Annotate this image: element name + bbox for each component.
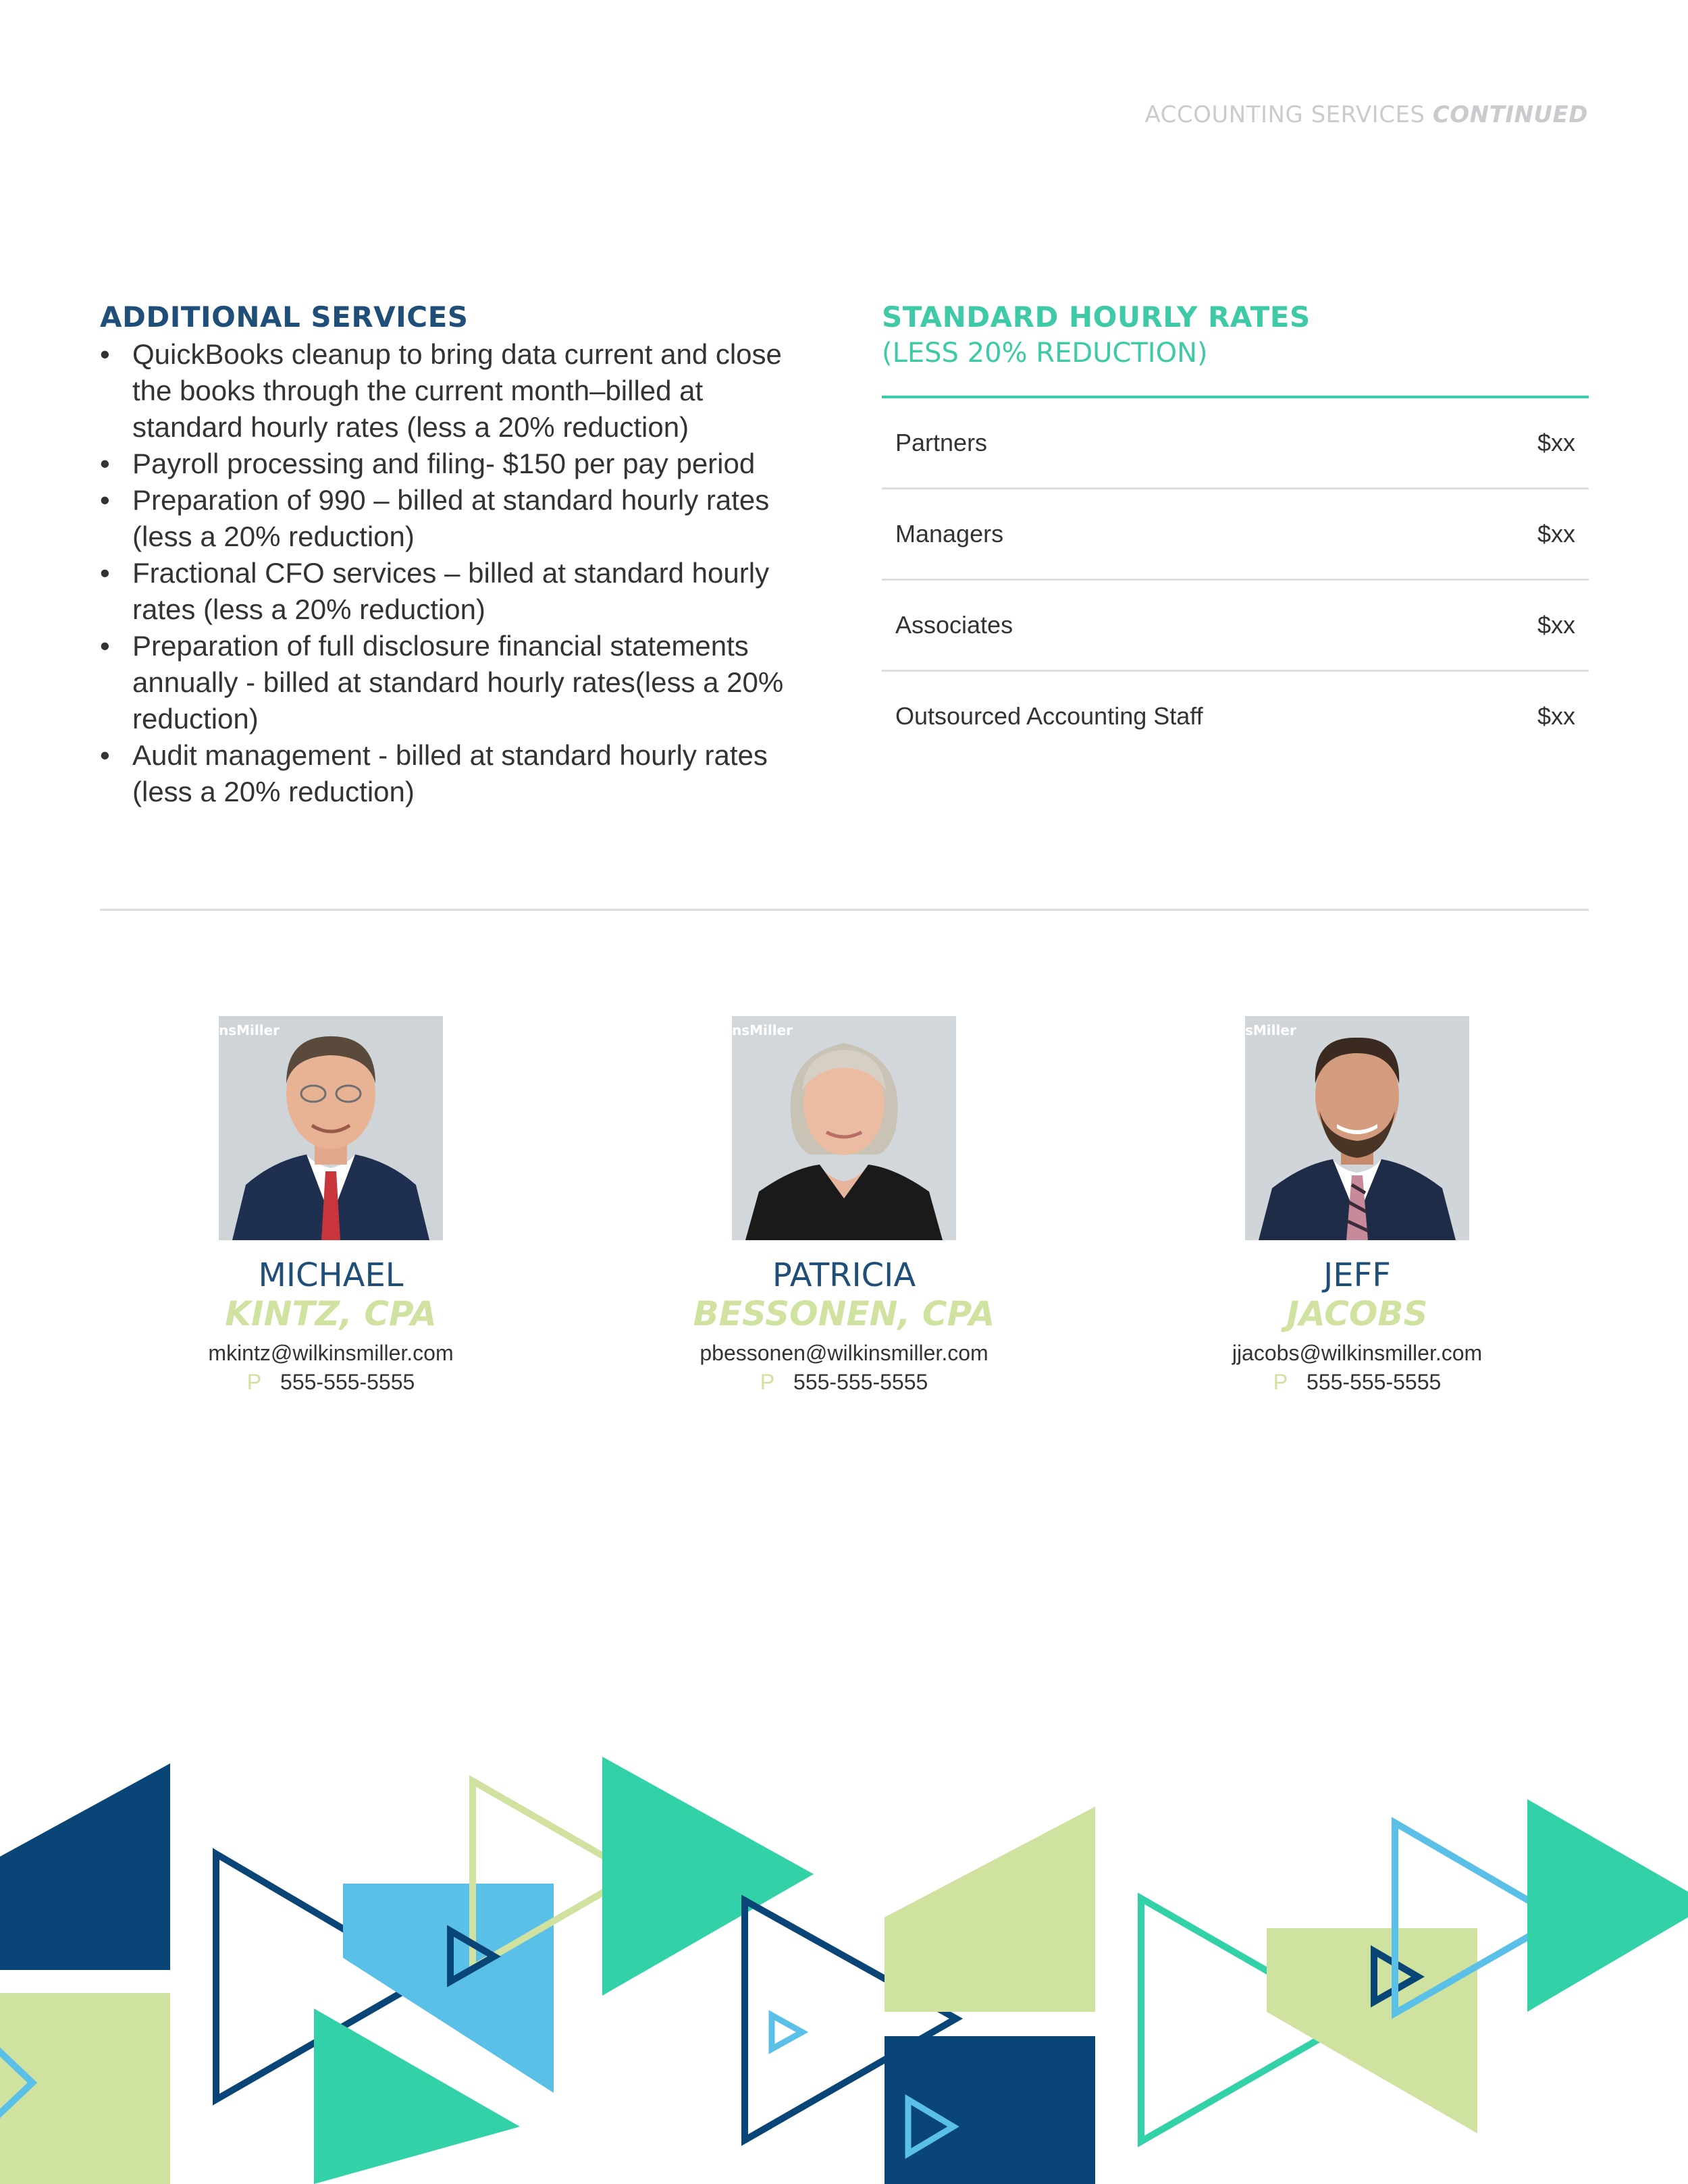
service-item [100, 336, 809, 446]
decorative-triangle-pattern [0, 1749, 1688, 2184]
contacts-section [0, 1016, 1688, 1421]
contact-last-name: BESSONEN, CPA [693, 1294, 995, 1333]
contact-photo [1245, 1016, 1469, 1240]
triangle-shape [772, 2015, 802, 2049]
contact-phone [74, 1367, 587, 1397]
rate-value: $xx [1537, 611, 1575, 639]
rate-row [882, 672, 1589, 761]
contact-last-name: KINTZ, CPA [225, 1294, 437, 1333]
bullet: • [100, 484, 110, 516]
phone-number[interactable]: 555-555-5555 [1307, 1370, 1442, 1394]
contact-first-name: PATRICIA [772, 1256, 916, 1294]
services-list [100, 336, 809, 810]
rate-value: $xx [1537, 429, 1575, 456]
rate-role: Managers [895, 520, 1004, 548]
contact-photo [219, 1016, 443, 1240]
rate-row [882, 581, 1589, 672]
rate-role: Associates [895, 611, 1013, 639]
triangle-shape [885, 1807, 1095, 2012]
contact-phone [587, 1367, 1101, 1397]
bullet: • [100, 557, 110, 589]
contact-email[interactable]: pbessonen@wilkinsmiller.com [700, 1341, 988, 1365]
section-divider [100, 909, 1589, 911]
bullet: • [100, 739, 110, 771]
bullet: • [100, 338, 110, 370]
contact-phone [1101, 1367, 1614, 1397]
additional-services-section [100, 300, 809, 810]
bullet: • [100, 448, 110, 479]
hourly-rates-section [882, 300, 1589, 761]
running-title: ACCOUNTING SERVICES [1144, 101, 1425, 128]
contact-email[interactable]: jjacobs@wilkinsmiller.com [1232, 1341, 1483, 1365]
triangle-shape [0, 1763, 170, 1970]
additional-services-title: ADDITIONAL SERVICES [100, 300, 469, 334]
photo-watermark: sMiller [1245, 1022, 1296, 1038]
rate-role: Outsourced Accounting Staff [895, 702, 1203, 730]
service-item-text: Preparation of full disclosure financial statements annually - billed at standard hourly rates(less a 20% reduction) [132, 630, 784, 735]
triangle-shape [1527, 1799, 1688, 2012]
phone-number[interactable]: 555-555-5555 [793, 1370, 928, 1394]
contact-first-name: JEFF [1323, 1256, 1391, 1294]
photo-watermark: nsMiller [219, 1022, 280, 1038]
running-title-bold: CONTINUED [1432, 101, 1588, 128]
contact-first-name: MICHAEL [258, 1256, 404, 1294]
rates-title: STANDARD HOURLY RATES [882, 300, 1311, 334]
photo-watermark: nsMiller [732, 1022, 793, 1038]
service-item-text: Audit management - billed at standard hourly rates (less a 20% reduction) [132, 739, 768, 807]
contact-card-michael [74, 1016, 587, 1397]
service-item [100, 628, 809, 737]
rates-subtitle: (LESS 20% REDUCTION) [882, 338, 1208, 369]
service-item-text: Payroll processing and filing- $150 per pay period [132, 448, 756, 479]
phone-label: P [246, 1370, 262, 1394]
service-item [100, 482, 809, 555]
service-item [100, 446, 809, 482]
bullet: • [100, 630, 110, 662]
rates-table [882, 396, 1589, 761]
phone-number[interactable]: 555-555-5555 [280, 1370, 415, 1394]
rate-value: $xx [1537, 520, 1575, 548]
rate-value: $xx [1537, 702, 1575, 730]
service-item-text: Fractional CFO services – billed at standard hourly rates (less a 20% reduction) [132, 557, 770, 625]
phone-label: P [760, 1370, 775, 1394]
triangle-shape [885, 2036, 1095, 2184]
phone-label: P [1273, 1370, 1288, 1394]
contact-photo [732, 1016, 956, 1240]
service-item [100, 737, 809, 810]
contact-card-patricia [587, 1016, 1101, 1397]
contact-last-name: JACOBS [1286, 1294, 1428, 1333]
rate-row [882, 398, 1589, 489]
running-header [1144, 101, 1588, 128]
service-item-text: Preparation of 990 – billed at standard hourly rates (less a 20% reduction) [132, 484, 770, 552]
service-item [100, 555, 809, 628]
rate-row [882, 489, 1589, 581]
contact-email[interactable]: mkintz@wilkinsmiller.com [208, 1341, 454, 1365]
contact-card-jeff [1101, 1016, 1614, 1397]
service-item-text: QuickBooks cleanup to bring data current and close the books through the current month–billed at standard hourly rates (less a 20% reduction) [132, 338, 782, 443]
triangle-shape [602, 1757, 814, 1996]
rate-role: Partners [895, 429, 988, 456]
